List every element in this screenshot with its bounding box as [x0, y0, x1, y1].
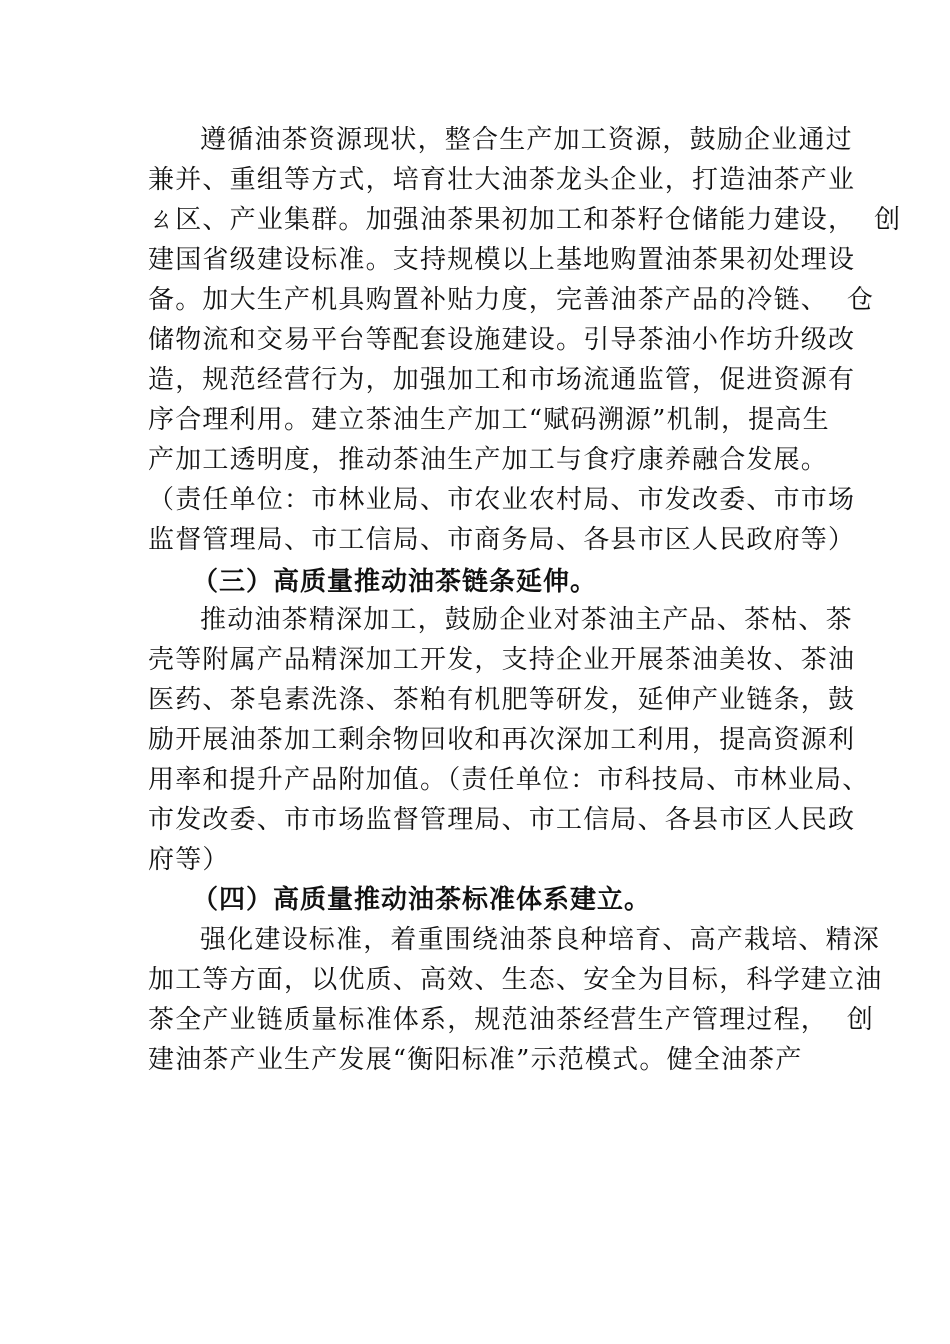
paragraph-line: 推动油茶精深加工，鼓励企业对茶油主产品、茶枯、茶	[200, 605, 853, 635]
paragraph-line: 茶全产业链质量标准体系，规范油茶经营生产管理过程， 创	[148, 1005, 875, 1035]
section-heading-3: （三）高质量推动油茶链条延伸。	[192, 567, 598, 597]
paragraph-line: 医药、茶皂素洗涤、茶粕有机肥等研发，延伸产业链条，鼓	[148, 685, 856, 715]
paragraph-line: 用率和提升产品附加值。（责任单位：市科技局、市林业局、	[148, 765, 870, 795]
paragraph-line: （责任单位：市林业局、市农业农村局、市发改委、市市场	[148, 485, 856, 515]
paragraph-line: 序合理利用。建立茶油生产加工“赋码溯源”机制，提高生	[148, 405, 830, 435]
paragraph-line: 建油茶产业生产发展“衡阳标准”示范模式。健全油茶产	[148, 1045, 803, 1075]
paragraph-line: 遵循油茶资源现状，整合生产加工资源，鼓励企业通过	[200, 125, 853, 155]
paragraph-line: 兼并、重组等方式，培育壮大油茶龙头企业，打造油茶产业	[148, 165, 856, 195]
paragraph-line: ㄠ区、产业集群。加强油茶果初加工和茶籽仓储能力建设， 创	[148, 205, 902, 235]
paragraph-line: 储物流和交易平台等配套设施建设。引导茶油小作坊升级改	[148, 325, 856, 355]
paragraph-line: 监督管理局、市工信局、市商务局、各县市区人民政府等）	[148, 525, 856, 555]
paragraph-line: 备。加大生产机具购置补贴力度，完善油茶产品的冷链、 仓	[148, 285, 875, 315]
paragraph-line: 建国省级建设标准。支持规模以上基地购置油茶果初处理设	[148, 245, 856, 275]
paragraph-line: 加工等方面，以优质、高效、生态、安全为目标，科学建立油	[148, 965, 883, 995]
paragraph-line: 市发改委、市市场监督管理局、市工信局、各县市区人民政	[148, 805, 856, 835]
paragraph-line: 壳等附属产品精深加工开发，支持企业开展茶油美妆、茶油	[148, 645, 856, 675]
section-heading-4: （四）高质量推动油茶标准体系建立。	[192, 885, 652, 915]
paragraph-line: 励开展油茶加工剩余物回收和再次深加工利用，提高资源利	[148, 725, 856, 755]
paragraph-line: 造，规范经营行为，加强加工和市场流通监管，促进资源有	[148, 365, 856, 395]
paragraph-line: 强化建设标准，着重围绕油茶良种培育、高产栽培、精深	[200, 925, 881, 955]
paragraph-line: 产加工透明度，推动茶油生产加工与食疗康养融合发展。	[148, 445, 829, 475]
paragraph-line: 府等）	[148, 845, 230, 875]
